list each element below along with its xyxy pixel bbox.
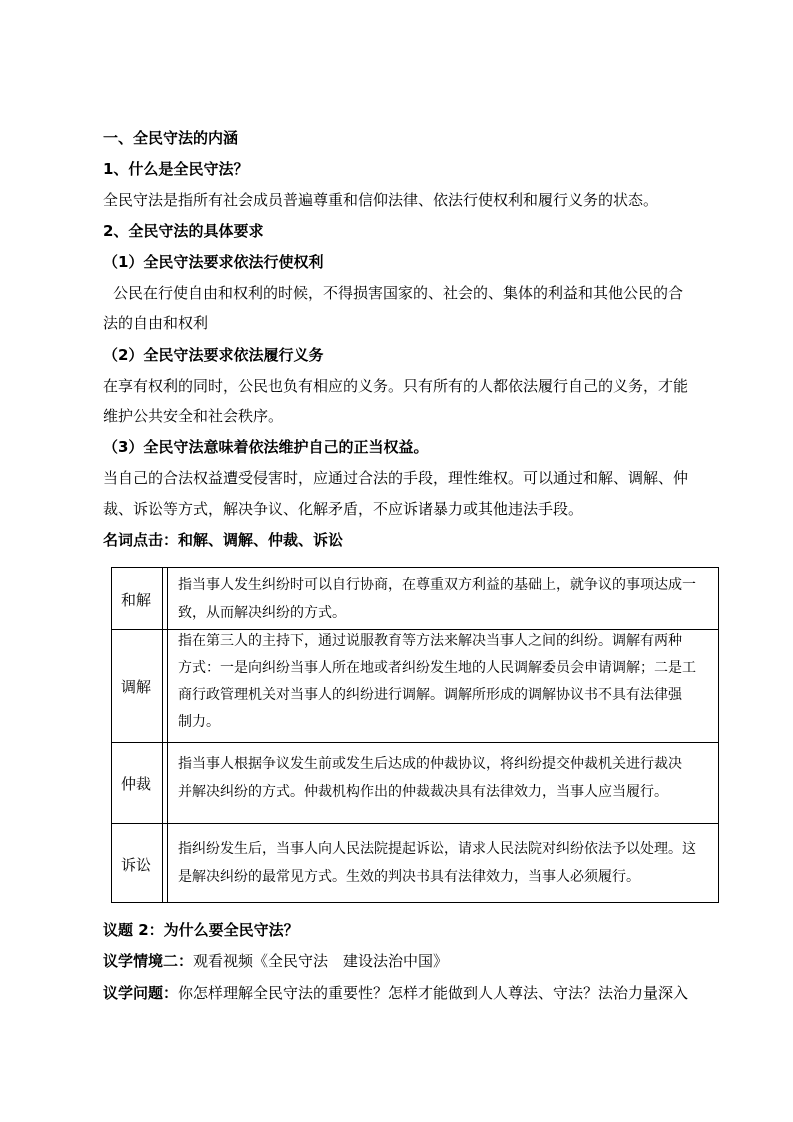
paragraph-definition: 全民守法是指所有社会成员普遍尊重和信仰法律、依法行使权利和履行义务的状态。 bbox=[103, 191, 659, 209]
term-label: 诉讼 bbox=[121, 856, 152, 874]
term-cell bbox=[112, 743, 163, 823]
scenario-label: 议学情境二： bbox=[103, 952, 194, 970]
requirement-1-text-line2: 法的自由和权利 bbox=[103, 314, 209, 332]
requirement-2-text-line1: 在享有权利的同时，公民也负有相应的义务。只有所有的人都依法履行自己的义务，才能 bbox=[103, 377, 689, 395]
definition-line: 制力。 bbox=[178, 714, 220, 730]
definition-line: 指纠纷发生后，当事人向人民法院提起诉讼，请求人民法院对纠纷依法予以处理。这 bbox=[178, 841, 696, 857]
definition-cell bbox=[167, 568, 714, 629]
definition-line: 方式：一是向纠纷当事人所在地或者纠纷发生地的人民调解委员会申请调解；二是工 bbox=[178, 660, 696, 676]
definition-line: 指当事人发生纠纷时可以自行协商，在尊重双方利益的基础上，就争议的事项达成一 bbox=[178, 577, 696, 593]
question-label: 议学问题： bbox=[103, 984, 179, 1002]
scenario-line bbox=[103, 951, 448, 971]
definition-line: 商行政管理机关对当事人的纠纷进行调解。调解所形成的调解协议书不具有法律强 bbox=[178, 687, 682, 703]
requirement-3-text-line1: 当自己的合法权益遭受侵害时，应通过合法的手段，理性维权。可以通过和解、调解、仲 bbox=[103, 469, 689, 487]
table-row bbox=[112, 743, 718, 824]
requirement-1-heading: （1）全民守法要求依法行使权利 bbox=[103, 253, 324, 271]
terms-heading: 名词点击：和解、调解、仲裁、诉讼 bbox=[103, 531, 344, 549]
term-cell bbox=[112, 630, 163, 742]
definition-line: 致，从而解决纠纷的方式。 bbox=[178, 605, 346, 621]
definition-line: 是解决纠纷的最常见方式。生效的判决书具有法律效力，当事人必须履行。 bbox=[178, 869, 640, 885]
scenario-text: 观看视频《全民守法 建设法治中国》 bbox=[193, 952, 449, 970]
definition-cell bbox=[167, 824, 714, 902]
table-row bbox=[112, 568, 718, 630]
terms-table bbox=[111, 567, 719, 903]
term-cell bbox=[112, 824, 163, 902]
table-row bbox=[112, 824, 718, 902]
requirement-2-text-line2: 维护公共安全和社会秩序。 bbox=[103, 407, 284, 425]
requirement-3-text-line2: 裁、诉讼等方式，解决争议、化解矛盾，不应诉诸暴力或其他违法手段。 bbox=[103, 500, 584, 518]
definition-line: 并解决纠纷的方式。仲裁机构作出的仲裁裁决具有法律效力，当事人应当履行。 bbox=[178, 784, 668, 800]
definition-cell bbox=[167, 630, 714, 742]
subheading-what-is: 1、什么是全民守法？ bbox=[103, 160, 249, 178]
question-line bbox=[103, 983, 688, 1003]
definition-line: 指在第三人的主持下，通过说服教育等方法来解决当事人之间的纠纷。调解有两种 bbox=[178, 633, 682, 649]
term-label: 调解 bbox=[121, 678, 152, 696]
term-cell bbox=[112, 568, 163, 629]
definition-line: 指当事人根据争议发生前或发生后达成的仲裁协议，将纠纷提交仲裁机关进行裁决 bbox=[178, 756, 682, 772]
table-row bbox=[112, 630, 718, 743]
question-text: 你怎样理解全民守法的重要性？怎样才能做到人人尊法、守法？法治力量深入 bbox=[178, 984, 689, 1002]
term-label: 和解 bbox=[121, 591, 152, 609]
requirement-2-heading: （2）全民守法要求依法履行义务 bbox=[103, 346, 324, 364]
term-label: 仲裁 bbox=[121, 775, 152, 793]
section-heading: 一、全民守法的内涵 bbox=[103, 129, 239, 147]
subheading-requirements: 2、全民守法的具体要求 bbox=[103, 222, 264, 240]
requirement-1-text-line1: 公民在行使自由和权利的时候，不得损害国家的、社会的、集体的利益和其他公民的合 bbox=[113, 284, 684, 302]
definition-cell bbox=[167, 743, 714, 823]
topic-2-heading: 议题 2：为什么要全民守法？ bbox=[103, 921, 299, 939]
requirement-3-heading: （3）全民守法意味着依法维护自己的正当权益。 bbox=[103, 438, 429, 456]
